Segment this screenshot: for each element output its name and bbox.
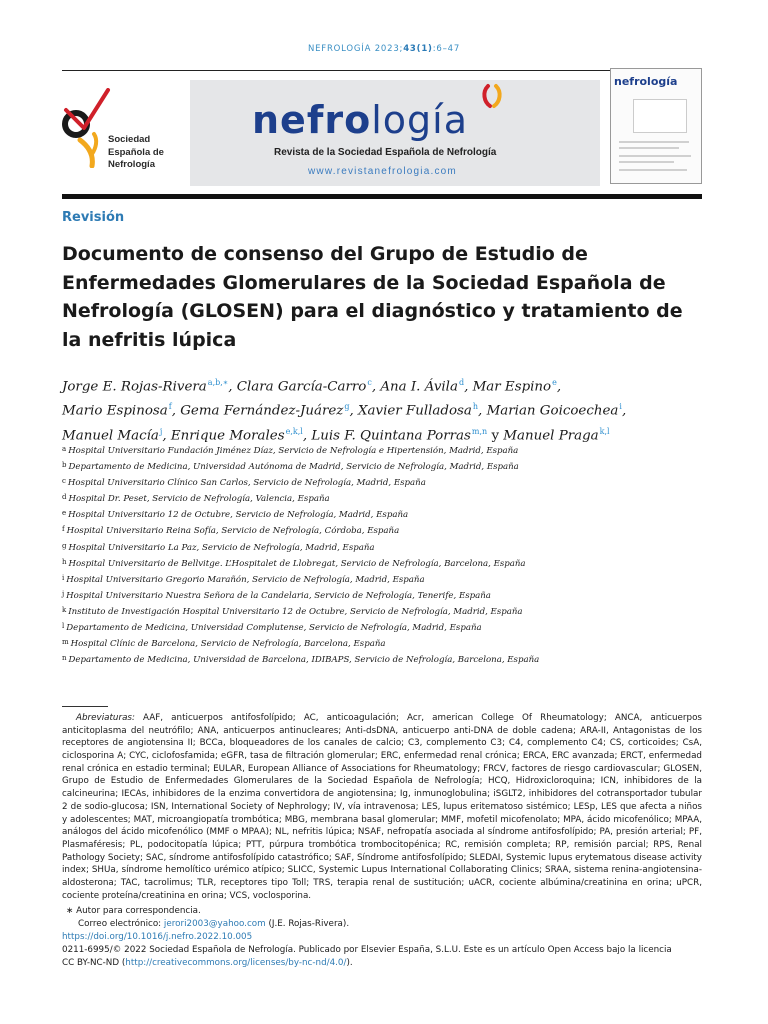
author-name[interactable]: Jorge E. Rojas-Rivera — [62, 379, 207, 395]
masthead-rule — [62, 194, 702, 199]
author-name[interactable]: Manuel Macía — [62, 428, 159, 444]
affiliation-text: Departamento de Medicina, Universidad Autónoma de Madrid, Servicio de Nefrología, Madrid, España — [68, 462, 519, 473]
article-title: Documento de consenso del Grupo de Estudio de Enfermedades Glomerulares de la Sociedad Española de Nefrología (GLOSEN) para el diagnóstico y tratamiento de la nefritis lúpica — [62, 243, 683, 351]
author-list: Jorge E. Rojas-Rivera$^{a,b,∗}$, Clara García-Carro$^c$, Ana I. Ávila$^d$, Mar Espino$^e$, Mario Espinosa$^f$, Gema Fernández-Juárez$^g$, Xavier Fulladosa$^h$, Marian Goicoechea$^i$, Manuel Macía$^j$, Enrique Morales$^{e,k,l}$, Luis F. Quintana Porras$^{m,n}$ y Manuel Praga$^{k,l}$ — [62, 378, 627, 444]
affiliation-item — [62, 571, 712, 587]
journal-cover-thumbnail — [610, 68, 702, 184]
affiliation-text: Departamento de Medicina, Universidad de Barcelona, IDIBAPS, Servicio de Nefrología, Barcelona, España — [68, 655, 540, 666]
affiliation-mark: n — [62, 654, 67, 663]
affiliation-text: Hospital Universitario Nuestra Señora de la Candelaria, Servicio de Nefrología, Tenerife, España — [66, 590, 491, 601]
header-rule — [62, 70, 702, 71]
author-affiliation-mark[interactable]: c — [367, 378, 372, 387]
affiliation-mark: k — [62, 605, 67, 614]
affiliation-item — [62, 442, 712, 458]
journal-logo-accent-icon — [478, 82, 508, 122]
journal-wordmark — [252, 100, 468, 140]
article-section: Revisión — [62, 210, 125, 225]
affiliation-mark: i — [62, 573, 65, 582]
author-affiliation-mark[interactable]: d — [458, 378, 465, 387]
cover-text-line — [619, 155, 691, 157]
correspondence-note — [62, 905, 712, 918]
correspondence-email-line — [62, 918, 712, 931]
author-name[interactable]: Manuel Praga — [503, 428, 599, 444]
journal-subtitle: Revista de la Sociedad Española de Nefrología — [274, 147, 497, 158]
license-link[interactable]: http://creativecommons.org/licenses/by-nc-nd/4.0/ — [125, 958, 347, 968]
cover-text-line — [619, 141, 689, 143]
affiliation-text: Hospital Universitario de Bellvitge. L’Hospitalet de Llobregat, Servicio de Nefrología, Barcelona, España — [68, 558, 526, 569]
footnote-rule — [62, 706, 108, 707]
affiliation-text: Hospital Universitario Reina Sofía, Servicio de Nefrología, Córdoba, España — [66, 526, 400, 537]
author-name[interactable]: Gema Fernández-Juárez — [180, 403, 344, 419]
author-name[interactable]: Marian Goicoechea — [486, 403, 619, 419]
journal-url[interactable]: www.revistanefrologia.com — [308, 166, 457, 177]
affiliation-text: Hospital Universitario Fundación Jiménez Díaz, Servicio de Nefrología e Hipertensión, Madrid, España — [68, 446, 519, 456]
affiliation-list — [62, 442, 712, 667]
running-head-pages: :6–47 — [432, 44, 461, 54]
affiliation-item — [62, 522, 712, 538]
society-logo — [62, 86, 177, 178]
author-affiliation-mark[interactable]: h — [472, 402, 479, 412]
cover-text-line — [619, 169, 687, 171]
abbreviations-text: AAF, anticuerpos antifosfolípido; AC, anticoagulación; Acr, american College Of Rheumatology; ANCA, anticuerpos anticitoplasma del neutrófilo; ANA, anticuerpos antinucleares; Anti-dsDNA, anticuerpo anti-DNA de doble cadena; ARA-II, Antagonistas de los receptores de angiotensina II; BCCa, bloqueadores de los canales de calcio; C3, complemento C3; C4, complemento C4; CS, corticoides; CsA, ciclosporina A; CYC, ciclofosfamida; eGFR, tasa de filtración glomerular; ERC, enfermedad renal crónica; ERCA, ERC avanzada; ERCT, enfermedad renal crónica en estadio terminal; EULAR, European Alliance of Associations for Rheumatology; FRCV, factores de riesgo cardiovascular; GLOSEN, Grupo de Estudio de Enfermedades Glomerulares de la Sociedad Española de Nefrología; HCQ, Hidroxicloroquina; ICN, inhibidores de la calcineurina; IECAs, inhibidores de la enzima convertidora de angiotensina; Ig, inmunoglobulina; iSGLT2, inhibidores del cotransportador tubular 2 de sodio-glucosa; ISN, International Society of Nephrology; IV, vía intravenosa; LES, lupus eritematoso sistémico; LESp, LES que afecta a niños y adolescentes; MAT, microangiopatía trombótica; MBG, membrana basal glomerular; MMF, mofetil micofenolato; MPA, ácido micofenólico; MPAA, análogos del ácido micofenólico (MMF o MPAA); NL, nefritis lúpica; NSAF, nefropatía asociada al síndrome antifosfolípido; PA, presión arterial; PF, Plasmaféresis; PL, podocitopatía lúpica; PTT, púrpura trombótica trombocitopénica; RC, remisión completa; RP, remisión parcial; RPS, Renal Pathology Society; SAC, síndrome antifosfolípido catastrófico; SAF, Síndrome antifosfolípido; SLEDAI, Systemic lupus erytematous disease activity index; SHUa, síndrome hemolítico urémico atípico; SLICC, Systemic Lupus International Collaborating Clinics; SRAA, sistema renina-angiotensina-aldosterona; TAC, tacrolimus; TLR, receptores tipo Toll; TRS, terapia renal de sustitución; uACR, cociente albúmina/creatinina en orina; uPCR, cociente proteína/creatinina en orina; VCS, voclosporina. — [62, 713, 702, 901]
author-affiliation-mark[interactable]: m,n — [471, 426, 488, 436]
author-affiliation-mark[interactable]: e,k,l — [285, 426, 303, 436]
society-emblem-icon — [62, 88, 112, 168]
doi-line — [62, 931, 712, 944]
license-suffix: ). — [346, 958, 353, 968]
affiliation-mark: e — [62, 509, 67, 518]
affiliation-text: Hospital Universitario Clínico San Carlos, Servicio de Nefrología, Madrid, España — [67, 478, 426, 489]
affiliation-item — [62, 587, 712, 603]
author-name[interactable]: Luis F. Quintana Porras — [311, 428, 471, 444]
society-name-line: Nefrología — [108, 159, 155, 170]
affiliation-item — [62, 490, 712, 506]
author-name[interactable]: Clara García-Carro — [236, 379, 367, 395]
author-affiliation-mark[interactable]: f — [168, 402, 172, 412]
affiliation-item — [62, 555, 712, 571]
affiliation-mark: j — [62, 589, 65, 598]
affiliation-mark: f — [62, 525, 65, 534]
affiliation-item — [62, 635, 712, 651]
affiliation-mark: g — [62, 541, 67, 550]
correspondence-text: Autor para correspondencia. — [76, 906, 201, 916]
author-affiliation-mark[interactable]: k,l — [599, 426, 610, 436]
email-link[interactable]: jerori2003@yahoo.com — [163, 919, 266, 929]
running-head-year: 2023; — [374, 44, 404, 54]
affiliation-item — [62, 474, 712, 490]
affiliation-text: Hospital Universitario Gregorio Marañón, Servicio de Nefrología, Madrid, España — [66, 574, 425, 585]
affiliation-mark: b — [62, 461, 67, 470]
affiliation-item — [62, 506, 712, 522]
author-conjunction: y — [491, 428, 500, 444]
affiliation-text: Hospital Universitario 12 de Octubre, Servicio de Nefrología, Madrid, España — [68, 510, 409, 521]
affiliation-item — [62, 539, 712, 555]
running-head — [0, 44, 768, 54]
doi-link[interactable]: https://doi.org/10.1016/j.nefro.2022.10.005 — [62, 932, 253, 942]
author-affiliation-mark[interactable]: a,b,∗ — [207, 378, 229, 387]
affiliation-item — [62, 603, 712, 619]
correspondence-marker: ∗ — [66, 906, 74, 916]
license-line — [62, 957, 712, 970]
affiliation-item — [62, 619, 712, 635]
copyright-line: 0211-6995/© 2022 Sociedad Española de Nefrología. Publicado por Elsevier España, S.L.U. Este es un artículo Open Access bajo la licencia — [62, 945, 672, 955]
affiliation-text: Departamento de Medicina, Universidad Complutense, Servicio de Nefrología, Madrid, España — [66, 623, 482, 634]
affiliation-text: Hospital Universitario La Paz, Servicio de Nefrología, Madrid, España — [68, 542, 375, 553]
author-name[interactable]: Xavier Fulladosa — [357, 403, 472, 419]
affiliation-text: Hospital Dr. Peset, Servicio de Nefrología, Valencia, España — [68, 494, 330, 505]
affiliation-mark: c — [62, 477, 66, 486]
wordmark-part-logia: logía — [371, 98, 468, 142]
society-name-line: Sociedad — [108, 134, 151, 145]
affiliation-mark: a — [62, 445, 67, 453]
email-owner: (J.E. Rojas-Rivera). — [268, 919, 350, 929]
affiliation-text: Hospital Clínic de Barcelona, Servicio de Nefrología, Barcelona, España — [70, 639, 386, 650]
affiliation-item — [62, 458, 712, 474]
affiliation-text: Instituto de Investigación Hospital Universitario 12 de Octubre, Servicio de Nefrología, Madrid, España — [68, 606, 523, 617]
society-name-line: Española de — [108, 146, 164, 158]
author-affiliation-mark[interactable]: i — [619, 402, 622, 412]
abbreviations-footnote — [62, 712, 702, 902]
abbreviations-label: Abreviaturas: — [76, 713, 135, 723]
author-name[interactable]: Enrique Morales — [170, 428, 285, 444]
cover-figure — [633, 99, 687, 133]
author-affiliation-mark[interactable]: e — [552, 378, 557, 387]
author-name[interactable]: Ana I. Ávila — [380, 379, 458, 395]
affiliation-mark: h — [62, 557, 67, 566]
journal-banner — [190, 80, 600, 186]
author-name[interactable]: Mar Espino — [472, 379, 552, 395]
society-name — [108, 134, 164, 172]
affiliation-mark: l — [62, 622, 65, 631]
cover-text-line — [619, 161, 674, 163]
author-name[interactable]: Mario Espinosa — [62, 403, 168, 419]
cover-title: nefrología — [614, 75, 678, 88]
affiliation-item — [62, 651, 712, 667]
author-affiliation-mark[interactable]: g — [344, 402, 350, 412]
author-affiliation-mark[interactable]: j — [159, 426, 163, 436]
affiliation-mark: d — [62, 493, 67, 502]
license-prefix: CC BY-NC-ND ( — [62, 958, 126, 968]
wordmark-part-nefro: nefro — [252, 98, 372, 142]
cover-text-line — [619, 147, 679, 149]
running-head-journal: NEFROLOGÍA — [307, 44, 372, 54]
running-head-volume: 43(1) — [403, 44, 433, 54]
affiliation-mark: m — [62, 638, 69, 647]
email-label: Correo electrónico: — [78, 919, 162, 929]
